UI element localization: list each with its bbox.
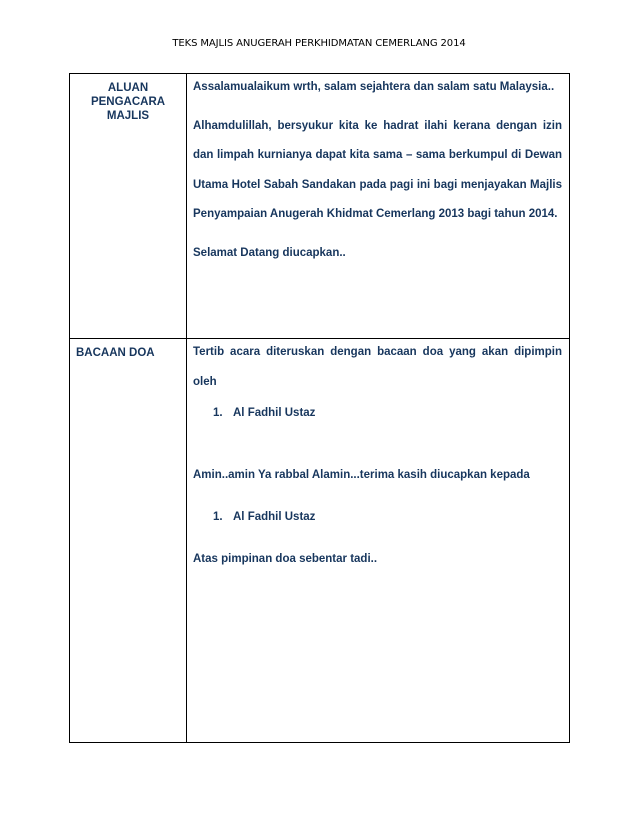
label-line: PENGACARA [90, 96, 166, 108]
label-cell [70, 339, 187, 743]
amin-paragraph: Amin..amin Ya rabbal Alamin...terima kasih diucapkan kepada [193, 469, 530, 481]
list-text: Al Fadhil Ustaz [233, 511, 316, 523]
content-cell [187, 339, 570, 743]
list-number: 1. [213, 511, 223, 523]
label-cell [70, 74, 187, 339]
row-label-bacaan-doa: BACAAN DOA [76, 347, 155, 359]
script-table [69, 73, 570, 743]
label-line: MAJLIS [106, 110, 150, 122]
row-label-aluan [70, 74, 186, 123]
table-row [70, 74, 570, 339]
greeting-paragraph: Assalamualaikum wrth, salam sejahtera dan salam satu Malaysia.. [193, 81, 555, 93]
list-number: 1. [213, 407, 223, 419]
intro-paragraph: Tertib acara diteruskan dengan bacaan doa yang akan dipimpin oleh [193, 346, 562, 388]
welcome-paragraph: Selamat Datang diucapkan.. [193, 246, 346, 259]
table-row [70, 339, 570, 743]
list-text: Al Fadhil Ustaz [233, 407, 316, 419]
content-cell [187, 74, 570, 339]
closing-paragraph: Atas pimpinan doa sebentar tadi.. [193, 553, 378, 565]
list-item [213, 509, 562, 525]
label-line: ALUAN [107, 82, 149, 94]
page-header: TEKS MAJLIS ANUGERAH PERKHIDMATAN CEMERLANG 2014 [172, 38, 466, 49]
list-item [213, 405, 562, 421]
gratitude-paragraph: Alhamdulillah, bersyukur kita ke hadrat ilahi kerana dengan izin dan limpah kurnianya dapat kita sama – sama berkumpul di Dewan Utama Hotel Sabah Sandakan pada pagi ini bagi menjayakan Majlis Penyampaian Anugerah Khidmat Cemerlang 2013 bagi tahun 2014. [193, 119, 562, 220]
